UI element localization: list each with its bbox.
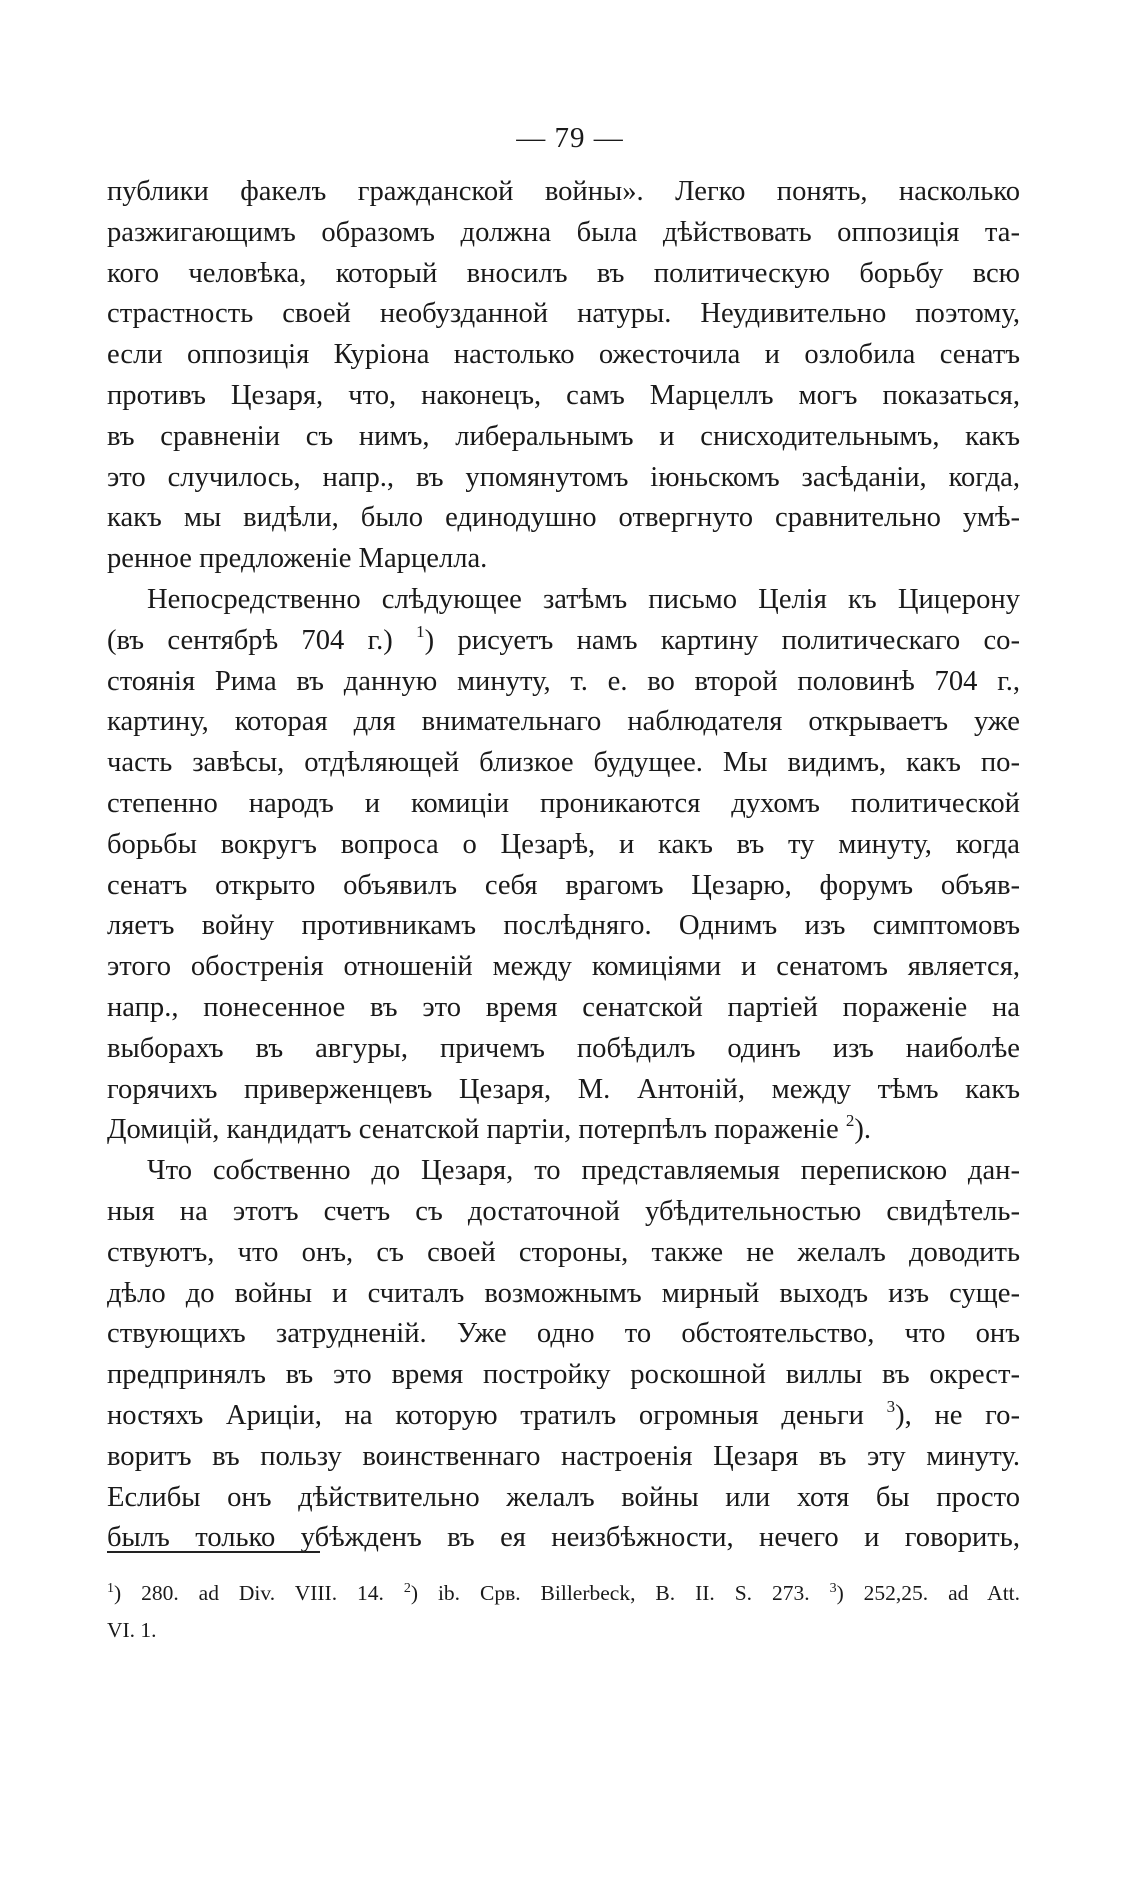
- text-line: борьбы вокругъ вопроса о Цезарѣ, и какъ въ ту минуту, когда: [107, 828, 1020, 860]
- footnote-separator: [107, 1551, 320, 1553]
- footnotes: [107, 1575, 1020, 1649]
- footnote-2: $^2$) ib. Срв. Billerbeck, B. II. S. 273.: [403, 1581, 810, 1605]
- text-line: Непосредственно слѣдующее затѣмъ письмо Целія къ Цицерону: [147, 583, 1020, 615]
- text-line: дѣло до войны и считалъ возможнымъ мирный выходъ изъ суще-: [107, 1277, 1020, 1309]
- text-line: сенатъ открыто объявилъ себя врагомъ Цезарю, форумъ объяв-: [107, 869, 1020, 901]
- footnote-text: 280. ad Div. VIII. 14.: [121, 1581, 384, 1605]
- text-line: ствуютъ, что онъ, съ своей стороны, также не желалъ доводить: [107, 1236, 1020, 1268]
- text-line: Еслибы онъ дѣйствительно желалъ войны или хотя бы просто: [107, 1481, 1020, 1513]
- footnote-line: VI. 1.: [107, 1618, 157, 1642]
- text-fragment: рисуетъ намъ картину политическаго со-: [434, 624, 1020, 656]
- text-line: противъ Цезаря, что, наконецъ, самъ Марцеллъ могъ показаться,: [107, 379, 1020, 411]
- text-line: стоянія Рима въ данную минуту, т. е. во второй половинѣ 704 г.,: [107, 665, 1020, 697]
- text-line: предпринялъ въ это время постройку роскошной виллы въ окрест-: [107, 1359, 1020, 1391]
- text-line: если оппозиція Куріона настолько ожесточила и озлобила сенатъ: [107, 339, 1020, 371]
- footnote-mark-3: 3: [829, 1581, 837, 1596]
- text-line: ствующихъ затрудненій. Уже одно то обстоятельство, что онъ: [107, 1318, 1020, 1350]
- text-line: Что собственно до Цезаря, то представляемыя перепискою дан-: [147, 1155, 1020, 1187]
- text-fragment: ), не го-: [895, 1399, 1020, 1431]
- text-line-with-footnote: [107, 1396, 1020, 1437]
- text-fragment: ностяхъ Ариціи, на которую тратилъ огромныя деньги: [107, 1399, 887, 1431]
- page-number: — 79 —: [516, 122, 624, 154]
- footnote-text: ib. Срв. Billerbeck, B. II. S. 273.: [418, 1581, 810, 1605]
- footnote-ref-2: 2: [845, 1111, 855, 1131]
- text-line: кого человѣка, который вносилъ въ политическую борьбу всю: [107, 257, 1020, 289]
- text-line: картину, которая для внимательнаго наблюдателя открываетъ уже: [107, 706, 1020, 738]
- text-line: какъ мы видѣли, было единодушно отвергнуто сравнительно умѣ-: [107, 502, 1020, 534]
- text-line: былъ только убѣжденъ въ ея неизбѣжности, нечего и говорить,: [107, 1522, 1020, 1554]
- footnote-ref-3: 3: [886, 1396, 896, 1416]
- text-line-with-footnote: [107, 1110, 1020, 1151]
- text-line: ренное предложеніе Марцелла.: [107, 543, 488, 575]
- main-text: [107, 172, 1020, 1559]
- text-line: воритъ въ пользу воинственнаго настроенія Цезаря въ эту минуту.: [107, 1440, 1020, 1472]
- text-fragment: (въ сентябрѣ 704 г.): [107, 624, 417, 656]
- text-line: ныя на этотъ счетъ съ достаточной убѣдительностью свидѣтель-: [107, 1195, 1020, 1227]
- text-line: горячихъ приверженцевъ Цезаря, М. Антоній, между тѣмъ какъ: [107, 1073, 1020, 1105]
- footnote-text: 252,25. ad Att.: [843, 1581, 1021, 1605]
- footnote-line: [107, 1575, 1020, 1612]
- footnote-3: $^3$) 252,25. ad Att.: [829, 1581, 1021, 1605]
- text-line: разжигающимъ образомъ должна была дѣйствовать оппозиція та-: [107, 216, 1020, 248]
- text-line: этого обостренія отношеній между комиціями и сенатомъ является,: [107, 951, 1020, 983]
- text-line: въ сравненіи съ нимъ, либеральнымъ и снисходительнымъ, какъ: [107, 420, 1020, 452]
- footnote-ref-1: 1: [416, 621, 425, 641]
- text-line: страстность своей необузданной натуры. Неудивительно поэтому,: [107, 298, 1020, 330]
- text-fragment: ).: [854, 1114, 872, 1146]
- footnote-mark-1: 1: [107, 1581, 114, 1596]
- text-line-with-footnote: (въ сентябрѣ 704 г.) $^1$) рисуетъ намъ картину политическаго со-: [107, 621, 1020, 656]
- text-line: часть завѣсы, отдѣляющей близкое будущее. Мы видимъ, какъ по-: [107, 747, 1020, 779]
- text-line: ляетъ войну противникамъ послѣдняго. Однимъ изъ симптомовъ: [107, 910, 1020, 942]
- text-line: выборахъ въ авгуры, причемъ побѣдилъ одинъ изъ наиболѣе: [107, 1032, 1020, 1064]
- text-line: это случилось, напр., въ упомянутомъ іюньскомъ засѣданіи, когда,: [107, 461, 1020, 493]
- text-line: публики факелъ гражданской войны». Легко понять, насколько: [107, 176, 1020, 207]
- footnote-mark-2: 2: [403, 1581, 411, 1596]
- footnote-1: $^1$) 280. ad Div. VIII. 14.: [107, 1581, 384, 1605]
- text-line: напр., понесенное въ это время сенатской партіей пораженіе на: [107, 991, 1020, 1023]
- text-line: степенно народъ и комиціи проникаются духомъ политической: [107, 787, 1020, 819]
- text-fragment: Домицій, кандидатъ сенатской партіи, потерпѣлъ пораженіе: [107, 1114, 846, 1146]
